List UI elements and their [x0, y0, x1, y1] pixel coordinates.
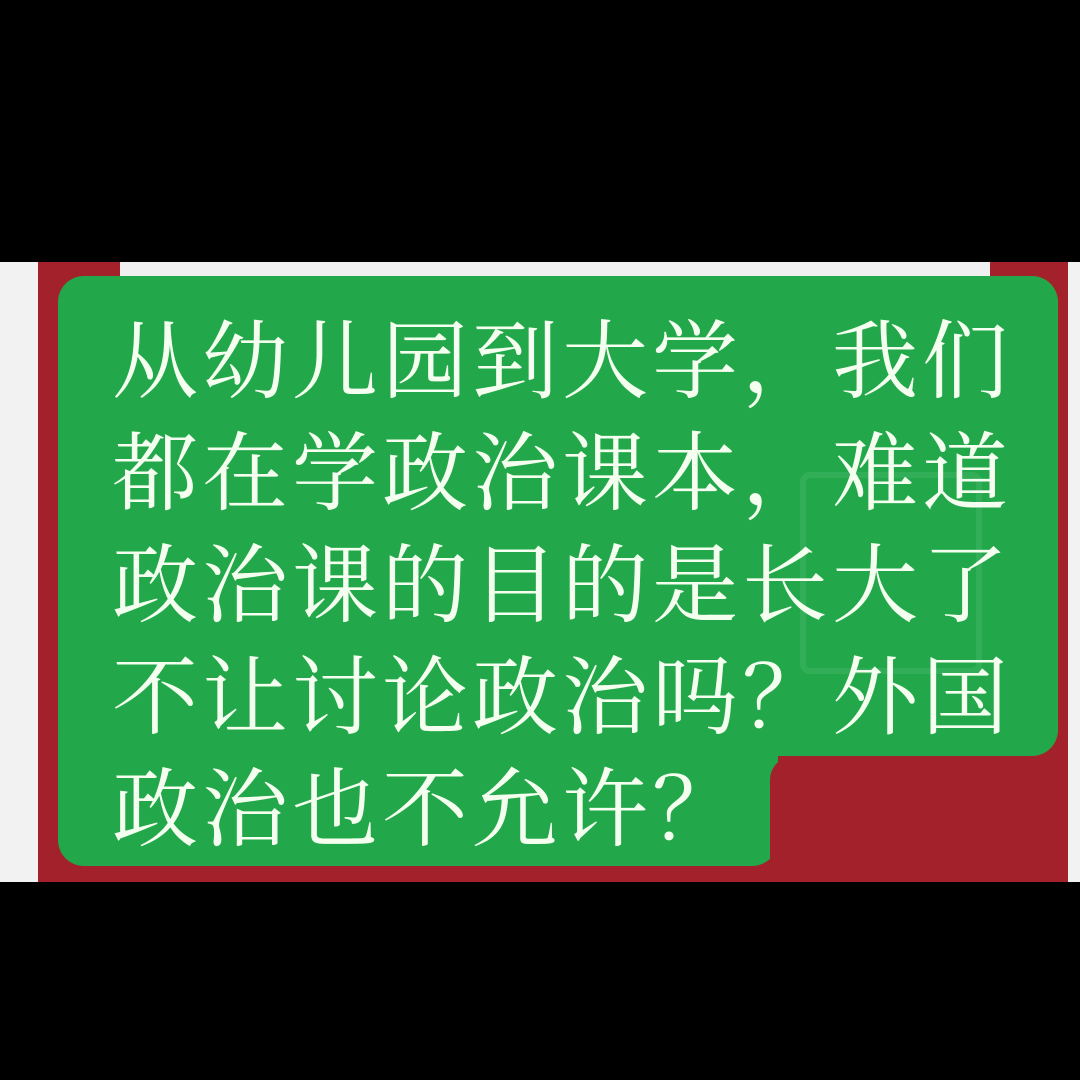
message-line-2: 都在学政治课本，难道 — [112, 424, 1012, 524]
message-line-5: 政治也不允许？ — [112, 760, 742, 860]
chat-message-text — [112, 306, 1032, 866]
message-line-3: 政治课的目的是长大了 — [112, 536, 1012, 636]
message-line-4: 不让讨论政治吗？外国 — [112, 648, 1012, 748]
screenshot-photo — [0, 262, 1080, 882]
message-line-1: 从幼儿园到大学，我们 — [112, 312, 1012, 412]
